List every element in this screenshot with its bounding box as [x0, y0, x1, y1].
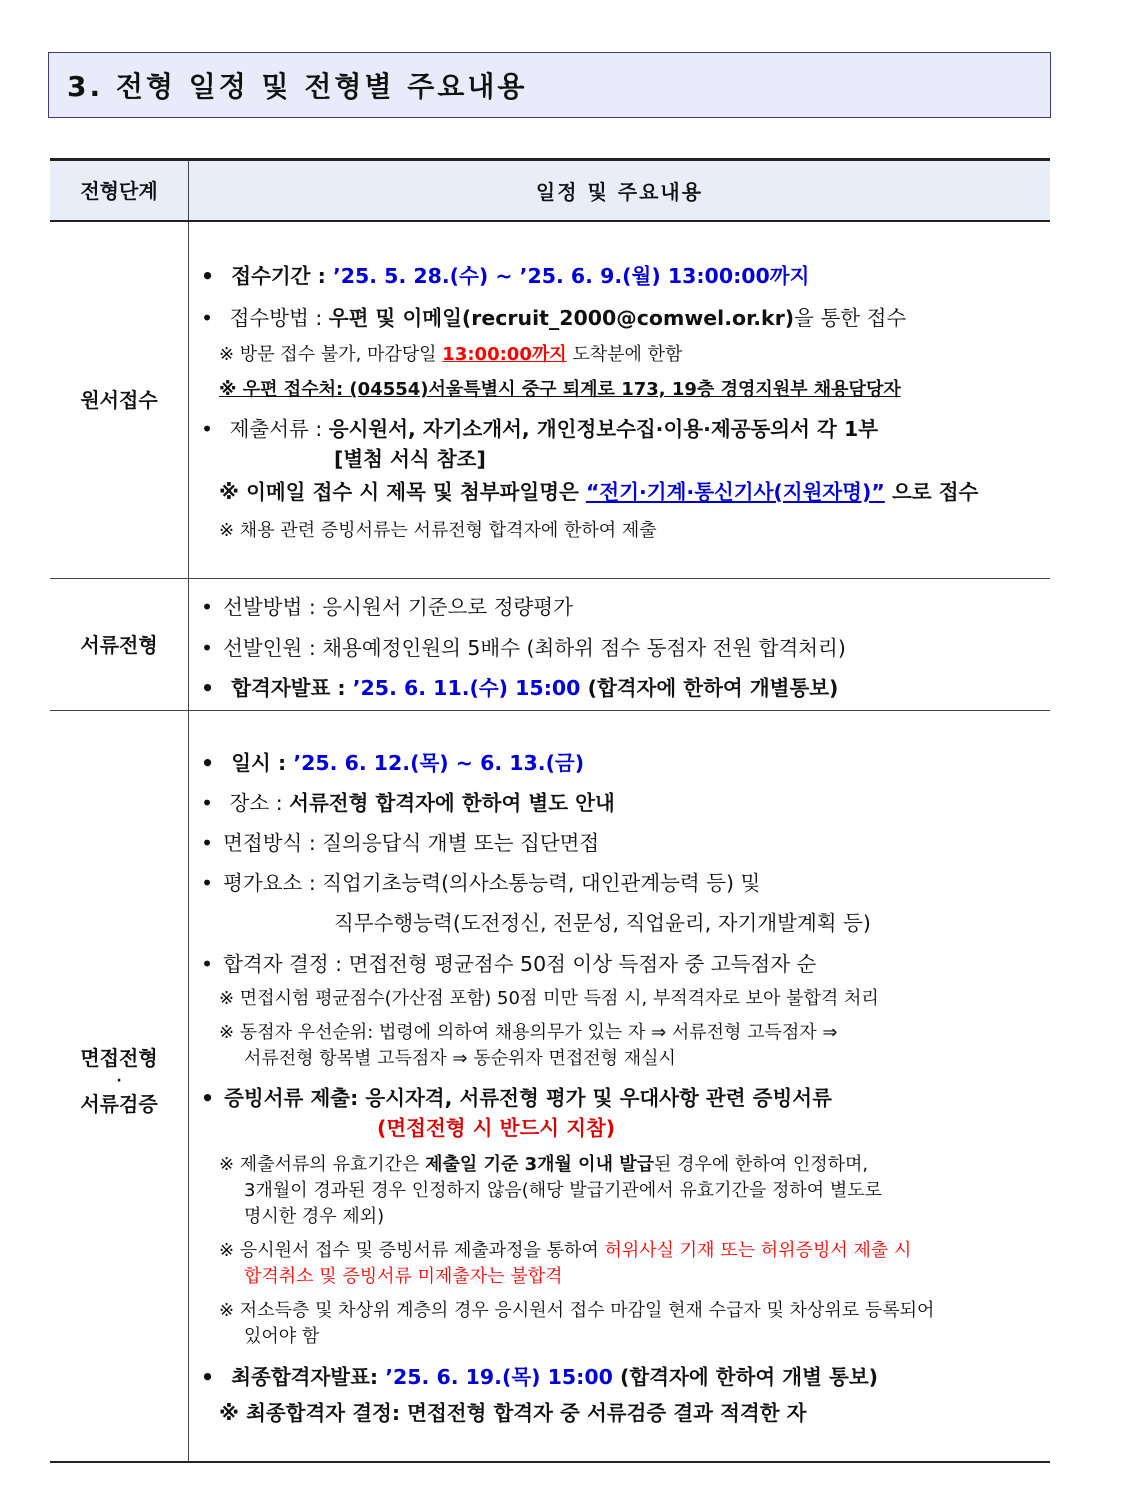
proof-note: ※ 채용 관련 증빙서류는 서류전형 합격자에 한하여 제출 [219, 520, 657, 541]
final-announce: • 최종합격자발표: ’25. 6. 19.(목) 15:00 (합격자에 한하여 개별 통보) [201, 1363, 1042, 1391]
interview-place: • 장소 : 서류전형 합격자에 한하여 별도 안내 [201, 789, 1042, 817]
table-row-interview [50, 711, 1050, 1461]
pass-decision: • 합격자 결정 : 면접전형 평균점수 50점 이상 득점자 중 고득점자 순 [201, 950, 1042, 978]
submit-proof-2: (면접전형 시 반드시 지참) [377, 1116, 616, 1140]
low-income-note-2: 있어야 함 [244, 1326, 320, 1347]
low-income-note-1: ※ 저소득층 및 차상위 계층의 경우 응시원서 접수 마감일 현재 수급자 및 차상위로 등록되어 [219, 1300, 935, 1321]
valid-note-1: ※ 제출서류의 유효기간은 제출일 기준 3개월 이내 발급된 경우에 한하여 인정하며, [219, 1154, 869, 1175]
section-title: 3. 전형 일정 및 전형별 주요내용 [67, 70, 528, 103]
tie-note-1: ※ 동점자 우선순위: 법령에 의하여 채용의무가 있는 자 ⇒ 서류전형 고득점자 ⇒ [219, 1022, 838, 1043]
header-stage: 전형단계 [50, 161, 189, 220]
valid-note-3: 명시한 경우 제외) [244, 1206, 385, 1227]
visit-note: ※ 방문 접수 불가, 마감당일 13:00:00까지 도착분에 한함 [219, 344, 683, 365]
stage-interview-line1: 면접전형 [80, 1046, 158, 1070]
post-address: ※ 우편 접수처: (04554)서울특별시 중구 퇴계로 173, 19층 경영지원부 채용담당자 [219, 379, 901, 400]
stage-application: 원서접수 [50, 222, 189, 578]
false-note-1: ※ 응시원서 접수 및 증빙서류 제출과정을 통하여 허위사실 기재 또는 허위증빙서 제출 시 [219, 1240, 912, 1261]
final-decision-note: ※ 최종합격자 결정: 면접전형 합격자 중 서류검증 결과 적격한 자 [219, 1401, 807, 1425]
header-content: 일정 및 주요내용 [535, 180, 704, 204]
interview-date: • 일시 : ’25. 6. 12.(목) ~ 6. 13.(금) [201, 749, 1042, 777]
application-period: • 접수기간 : ’25. 5. 28.(수) ~ ’25. 6. 9.(월) 13:00:00까지 [201, 262, 1042, 290]
table-row-document [50, 579, 1050, 711]
table-row-application [50, 222, 1050, 579]
stage-document: 서류전형 [50, 579, 189, 710]
schedule-table [50, 158, 1050, 1463]
false-note-2: 합격취소 및 증빙서류 미제출자는 불합격 [244, 1266, 563, 1287]
select-count: • 선발인원 : 채용예정인원의 5배수 (최하위 점수 동점자 전원 합격처리) [201, 634, 1042, 662]
stage-interview-line2: 서류검증 [80, 1092, 158, 1116]
document-announce: • 합격자발표 : ’25. 6. 11.(수) 15:00 (합격자에 한하여 개별통보) [201, 674, 1042, 702]
select-method: • 선발방법 : 응시원서 기준으로 정량평가 [201, 593, 1042, 621]
email-note: ※ 이메일 접수 시 제목 및 첨부파일명은 “전기·기계·통신기사(지원자명)” 으로 접수 [219, 480, 979, 504]
application-method: • 접수방법 : 우편 및 이메일(recruit_2000@comwel.or.kr)을 통한 접수 [201, 304, 1042, 332]
valid-note-2: 3개월이 경과된 경우 인정하지 않음(해당 발급기관에서 유효기간을 정하여 별도로 [244, 1180, 883, 1201]
eval-elements-1: • 평가요소 : 직업기초능력(의사소통능력, 대인관계능력 등) 및 [201, 869, 1042, 897]
tie-note-2: 서류전형 항목별 고득점자 ⇒ 동순위자 면접전형 재실시 [244, 1048, 676, 1069]
stage-interview-dot: · [116, 1073, 122, 1089]
section-title-box [48, 52, 1051, 118]
stage-interview [50, 711, 189, 1461]
application-docs: • 제출서류 : 응시원서, 자기소개서, 개인정보수집·이용·제공동의서 각 1부 [201, 415, 1042, 443]
content-document [189, 579, 1050, 710]
eval-elements-2: 직무수행능력(도전정신, 전문성, 직업윤리, 자기개발계획 등) [334, 911, 871, 935]
submit-proof-1: • 증빙서류 제출: 응시자격, 서류전형 평가 및 우대사항 관련 증빙서류 [201, 1084, 1042, 1112]
interview-method: • 면접방식 : 질의응답식 개별 또는 집단면접 [201, 829, 1042, 857]
content-application [189, 222, 1050, 578]
docs-reference: [별첨 서식 참조] [334, 447, 486, 471]
table-header-row [50, 161, 1050, 222]
content-interview [189, 711, 1050, 1461]
fail-note: ※ 면접시험 평균점수(가산점 포함) 50점 미만 득점 시, 부적격자로 보아 불합격 처리 [219, 988, 879, 1009]
